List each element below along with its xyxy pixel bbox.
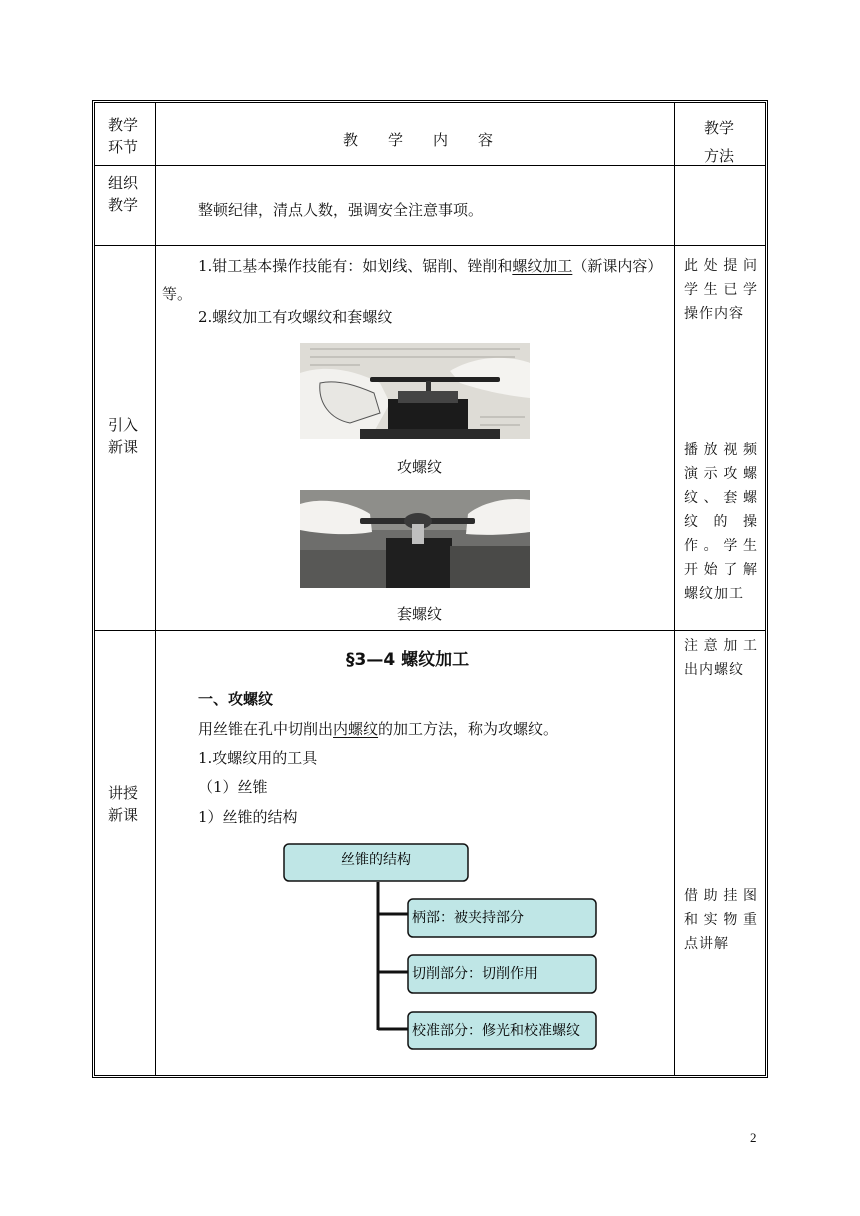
intro-item-1 <box>162 252 667 308</box>
tap-structure-diagram <box>282 842 602 1054</box>
lecture-p2: （1）丝锥 <box>198 778 268 796</box>
org-content: 整顿纪律，清点人数，强调安全注意事项。 <box>198 201 484 219</box>
lecture-method-note-1: 注意加工出内螺纹 <box>684 638 758 678</box>
col-divider-1 <box>155 103 156 1075</box>
row-label-intro: 引入 新课 <box>108 416 139 456</box>
diagram-root-label: 丝锥的结构 <box>341 853 411 868</box>
row-divider-intro <box>95 630 765 631</box>
col-divider-2 <box>674 103 675 1075</box>
lecture-p3: 1）丝锥的结构 <box>198 808 298 826</box>
lecture-section-title: §3—4 螺纹加工 <box>346 650 470 670</box>
threading-photo <box>300 490 530 588</box>
intro-item-2: 2.螺纹加工有攻螺纹和套螺纹 <box>198 308 393 326</box>
row-divider-header <box>95 165 765 166</box>
lecture-definition-a: 用丝锥在孔中切削出 <box>198 720 334 738</box>
intro-method-note-1: 此处提问学生已学操作内容 <box>684 258 758 322</box>
diagram-child-label-1: 柄部：被夹持部分 <box>412 911 524 926</box>
header-method-label: 教学 方法 <box>704 119 735 165</box>
row-label-lecture: 讲授 新课 <box>108 784 139 824</box>
header-section-label: 教学 环节 <box>108 116 139 156</box>
lecture-definition <box>198 717 558 741</box>
diagram-child-label-2: 切削部分：切削作用 <box>412 967 538 982</box>
lecture-definition-b: 的加工方法，称为攻螺纹。 <box>378 720 559 738</box>
row-label-org: 组织 教学 <box>108 174 139 214</box>
row-divider-org <box>95 245 765 246</box>
tapping-photo <box>300 343 530 439</box>
tapping-caption: 攻螺纹 <box>397 458 443 476</box>
intro-item-1-underlined: 螺纹加工 <box>512 257 573 275</box>
intro-item-1-a: 1.钳工基本操作技能有：如划线、锯削、锉削和 <box>198 257 513 275</box>
diagram-child-label-3: 校准部分：修光和校准螺纹 <box>412 1024 580 1039</box>
header-content-label: 教 学 内 容 <box>343 131 494 149</box>
lecture-p1: 1.攻螺纹用的工具 <box>198 749 318 767</box>
intro-method-note-2: 播放视频演示攻螺纹、套螺纹的操作。学生开始了解螺纹加工 <box>684 442 758 602</box>
intro-item-1-b: （新课内容）等。 <box>162 257 663 303</box>
page-number: 2 <box>750 1130 757 1145</box>
lecture-method-note-2: 借助挂图和实物重点讲解 <box>684 888 758 952</box>
threading-caption: 套螺纹 <box>397 605 443 623</box>
lecture-subtitle: 一、攻螺纹 <box>198 690 274 708</box>
lecture-definition-underlined: 内螺纹 <box>333 720 379 738</box>
